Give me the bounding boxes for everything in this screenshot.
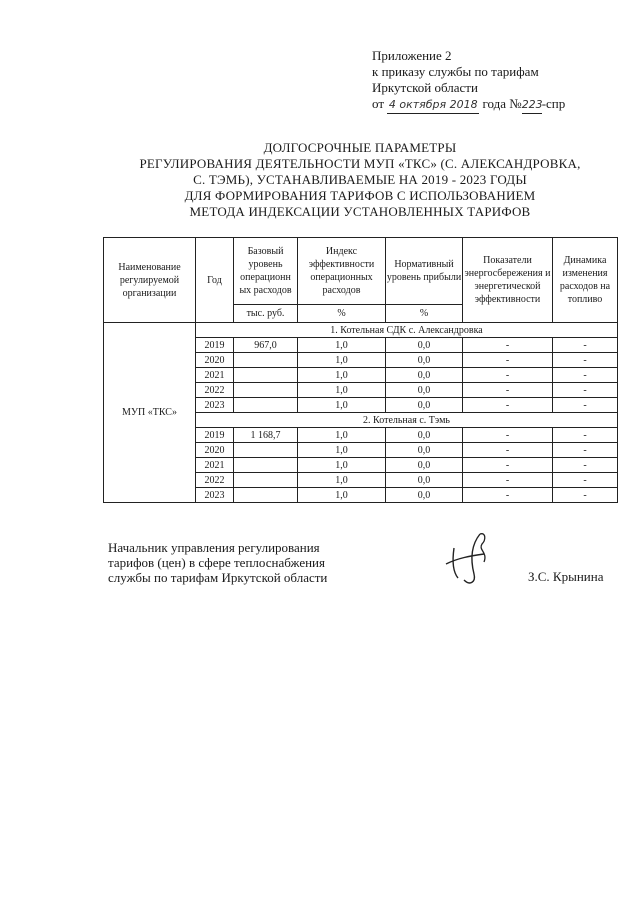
fuel-cell: - [553, 338, 618, 353]
section-title: 1. Котельная СДК с. Александровка [196, 323, 618, 338]
energy-cell: - [463, 398, 553, 413]
org-name-cell: МУП «ТКС» [104, 323, 196, 503]
index-cell: 1,0 [298, 443, 386, 458]
handwritten-signature [440, 528, 500, 588]
title-line-5: МЕТОДА ИНДЕКСАЦИИ УСТАНОВЛЕННЫХ ТАРИФОВ [189, 204, 531, 219]
appendix-line-2: к приказу службы по тарифам [372, 64, 539, 79]
base-cell [234, 488, 298, 503]
energy-cell: - [463, 353, 553, 368]
base-cell [234, 473, 298, 488]
index-cell: 1,0 [298, 473, 386, 488]
fuel-cell: - [553, 368, 618, 383]
year-cell: 2022 [196, 383, 234, 398]
header-base: Базовый уровень операционн ых расходов [234, 238, 298, 305]
profit-cell: 0,0 [386, 488, 463, 503]
number-suffix: -спр [541, 96, 566, 111]
index-cell: 1,0 [298, 428, 386, 443]
base-cell: 967,0 [234, 338, 298, 353]
profit-cell: 0,0 [386, 338, 463, 353]
fuel-cell: - [553, 353, 618, 368]
year-cell: 2020 [196, 353, 234, 368]
profit-cell: 0,0 [386, 428, 463, 443]
title-line-3: С. ТЭМЬ), УСТАНАВЛИВАЕМЫЕ НА 2019 - 2023 ГОДЫ [193, 172, 527, 187]
year-cell: 2019 [196, 428, 234, 443]
fuel-cell: - [553, 488, 618, 503]
index-cell: 1,0 [298, 353, 386, 368]
index-cell: 1,0 [298, 338, 386, 353]
index-cell: 1,0 [298, 383, 386, 398]
title-line-2: РЕГУЛИРОВАНИЯ ДЕЯТЕЛЬНОСТИ МУП «ТКС» (С. АЛЕКСАНДРОВКА, [139, 156, 581, 171]
appendix-line-3: Иркутской области [372, 80, 478, 95]
base-cell [234, 353, 298, 368]
unit-profit: % [386, 305, 463, 323]
appendix-line-1: Приложение 2 [372, 48, 452, 63]
handwritten-date: 4 октября 2018 [387, 97, 479, 114]
unit-base: тыс. руб. [234, 305, 298, 323]
parameters-table [103, 237, 618, 503]
energy-cell: - [463, 368, 553, 383]
header-fuel: Динамика изменения расходов на топливо [553, 238, 618, 323]
handwritten-number: 223 [522, 97, 542, 114]
header-org: Наименование регулируемой организации [104, 238, 196, 323]
unit-index: % [298, 305, 386, 323]
index-cell: 1,0 [298, 458, 386, 473]
profit-cell: 0,0 [386, 353, 463, 368]
header-year: Год [196, 238, 234, 323]
index-cell: 1,0 [298, 488, 386, 503]
year-cell: 2023 [196, 488, 234, 503]
fuel-cell: - [553, 383, 618, 398]
signatory-name: З.С. Крынина [528, 569, 604, 584]
year-cell: 2022 [196, 473, 234, 488]
energy-cell: - [463, 428, 553, 443]
year-cell: 2021 [196, 458, 234, 473]
section-title: 2. Котельная с. Тэмь [196, 413, 618, 428]
index-cell: 1,0 [298, 368, 386, 383]
profit-cell: 0,0 [386, 458, 463, 473]
base-cell [234, 398, 298, 413]
energy-cell: - [463, 488, 553, 503]
fuel-cell: - [553, 443, 618, 458]
signatory-line-1: Начальник управления регулирования [108, 540, 320, 555]
year-cell: 2019 [196, 338, 234, 353]
base-cell [234, 443, 298, 458]
fuel-cell: - [553, 458, 618, 473]
base-cell [234, 383, 298, 398]
year-cell: 2021 [196, 368, 234, 383]
energy-cell: - [463, 338, 553, 353]
energy-cell: - [463, 383, 553, 398]
energy-cell: - [463, 458, 553, 473]
title-line-1: ДОЛГОСРОЧНЫЕ ПАРАМЕТРЫ [263, 140, 457, 155]
profit-cell: 0,0 [386, 368, 463, 383]
index-cell: 1,0 [298, 398, 386, 413]
base-cell [234, 368, 298, 383]
base-cell [234, 458, 298, 473]
year-label: года № [482, 96, 522, 111]
profit-cell: 0,0 [386, 398, 463, 413]
fuel-cell: - [553, 398, 618, 413]
fuel-cell: - [553, 473, 618, 488]
signatory-position [108, 540, 327, 585]
year-cell: 2020 [196, 443, 234, 458]
header-profit: Нормативный уровень прибыли [386, 238, 463, 305]
year-cell: 2023 [196, 398, 234, 413]
appendix-block [372, 48, 565, 114]
energy-cell: - [463, 473, 553, 488]
title-line-4: ДЛЯ ФОРМИРОВАНИЯ ТАРИФОВ С ИСПОЛЬЗОВАНИЕМ [184, 188, 536, 203]
profit-cell: 0,0 [386, 443, 463, 458]
signatory-line-2: тарифов (цен) в сфере теплоснабжения [108, 555, 325, 570]
profit-cell: 0,0 [386, 383, 463, 398]
signatory-line-3: службы по тарифам Иркутской области [108, 570, 328, 585]
base-cell: 1 168,7 [234, 428, 298, 443]
header-index: Индекс эффективности операционных расходов [298, 238, 386, 305]
profit-cell: 0,0 [386, 473, 463, 488]
fuel-cell: - [553, 428, 618, 443]
energy-cell: - [463, 443, 553, 458]
appendix-date-line [372, 96, 565, 114]
date-prefix: от [372, 96, 385, 111]
header-energy: Показатели энергосбережения и энергетической эффективности [463, 238, 553, 323]
document-title [100, 140, 620, 220]
